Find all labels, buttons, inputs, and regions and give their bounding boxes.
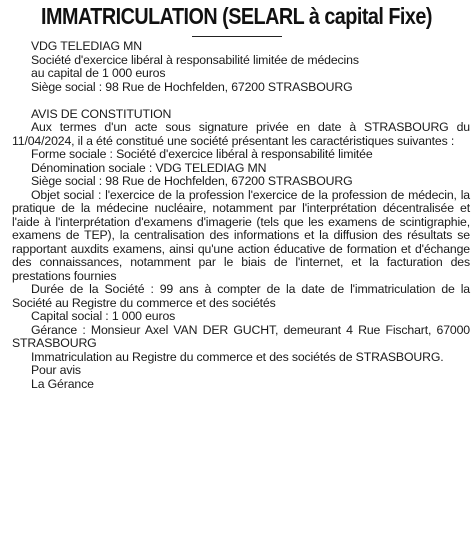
intro-paragraph: Aux termes d'un acte sous signature privée en date à STRASBOURG du 11/04/2024, il a été constitué une société présentant les caractéristiques suivantes :	[12, 120, 470, 148]
company-legal-form: Société d'exercice libéral à responsabilité limitée de médecins	[31, 52, 359, 67]
notice-title: IMMATRICULATION (SELARL à capital Fixe)	[41, 3, 432, 29]
notice-body	[12, 40, 470, 391]
company-name: VDG TELEDIAG MN	[31, 39, 142, 53]
closing	[12, 364, 470, 391]
immatriculation: Immatriculation au Registre du commerce et des sociétés de STRASBOURG.	[31, 349, 444, 364]
denomination-sociale: Dénomination sociale : VDG TELEDIAG MN	[31, 160, 267, 175]
objet-social: Objet social : l'exercice de la profession l'exercice de la profession de médecin, la pratique de la médecine nucléaire, notamment par l'interprétation décentralisée et l'aide à l'interprétation d'examens d'imagerie (tels que les examens de scintigraphie, examens de TEP), la centralisation des informations et la diffusion des résultats se rapportant auxdits examens, ainsi qu'une action éducative de formation et d'échange des connaissances, notamment par le biais de l'internet, et la facturation des prestations fournies	[12, 187, 470, 283]
title-underline	[192, 36, 282, 37]
siege-social: Siège social : 98 Rue de Hochfelden, 67200 STRASBOURG	[31, 174, 353, 188]
company-head-office: Siège social : 98 Rue de Hochfelden, 67200 STRASBOURG	[31, 79, 353, 94]
gerance: Gérance : Monsieur Axel VAN DER GUCHT, demeurant 4 Rue Fischart, 67000 STRASBOURG	[12, 322, 470, 350]
duree-societe: Durée de la Société : 99 ans à compter de la date de l'immatriculation de la Société au Registre du commerce et des sociétés	[12, 282, 470, 310]
notice-type: AVIS DE CONSTITUTION	[31, 106, 172, 121]
capital-social: Capital social : 1 000 euros	[31, 309, 176, 323]
signature: La Gérance	[31, 376, 94, 391]
company-capital: au capital de 1 000 euros	[31, 66, 166, 80]
company-header	[12, 40, 470, 94]
pour-avis: Pour avis	[31, 363, 81, 377]
forme-sociale: Forme sociale : Société d'exercice libéral à responsabilité limitée	[31, 147, 373, 161]
